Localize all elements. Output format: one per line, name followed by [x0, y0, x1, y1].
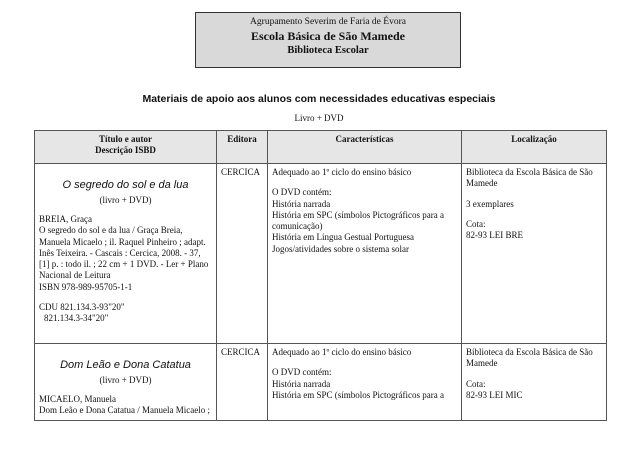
book-author: BREIA, Graça — [39, 214, 92, 224]
table-row — [35, 344, 607, 421]
location-shelf-code: 82-93 LEI BRE — [466, 230, 523, 240]
header-characteristics: Características — [268, 131, 462, 164]
document-subtitle: Materiais de apoio aos alunos com necessidades educativas especiais — [142, 93, 496, 105]
header-title-author-line1: Título e autor — [99, 134, 152, 144]
catalog-table — [34, 130, 607, 421]
book-format: (livro + DVD) — [99, 374, 152, 385]
book-description: Dom Leão e Dona Catatua / Manuela Micaelo ; — [39, 405, 210, 416]
dvd-item: História narrada — [272, 378, 331, 389]
dvd-item: Jogos/atividades sobre o sistema solar — [272, 243, 409, 254]
book-format: (livro + DVD) — [99, 194, 152, 205]
table-row — [35, 164, 607, 344]
library-name: Biblioteca Escolar — [287, 45, 369, 56]
location-cell — [462, 344, 607, 421]
format-label: Livro + DVD — [294, 113, 344, 123]
table-header-row — [35, 131, 607, 164]
book-author: MICAELO, Manuela — [39, 394, 116, 404]
dvd-intro: O DVD contém: — [272, 367, 332, 378]
book-title: O segredo do sol e da lua — [62, 179, 189, 191]
location-shelf-label: Cota: — [466, 378, 486, 389]
publisher-cell: CERCICA — [217, 164, 268, 344]
location-copies: 3 exemplares — [466, 198, 514, 209]
location-cell — [462, 164, 607, 344]
header-publisher: Editora — [217, 131, 268, 164]
book-cdu-secondary: 821.134.3-34"20" — [44, 313, 109, 323]
school-group-name: Agrupamento Severim de Faria de Évora — [250, 17, 406, 27]
school-header-box — [195, 12, 461, 68]
dvd-item: História em SPC (símbolos Pictográficos para a comunicação) — [272, 209, 444, 231]
level-text: Adequado ao 1º ciclo do ensino básico — [272, 347, 412, 357]
book-isbn: ISBN 978-989-95705-1-1 — [39, 281, 133, 292]
dvd-item: História em SPC (símbolos Pictográficos para a — [272, 389, 444, 400]
level-text: Adequado ao 1º ciclo do ensino básico — [272, 167, 412, 177]
header-title-author-line2: Descrição ISBD — [95, 145, 156, 156]
book-cell — [35, 164, 217, 344]
location-library: Biblioteca da Escola Básica de São Mamede — [466, 347, 593, 369]
school-name: Escola Básica de São Mamede — [251, 29, 405, 43]
characteristics-cell — [268, 164, 462, 344]
header-location: Localização — [462, 131, 607, 164]
header-title-author — [35, 131, 217, 164]
book-title: Dom Leão e Dona Catatua — [60, 359, 191, 371]
dvd-intro: O DVD contém: — [272, 187, 332, 198]
characteristics-cell — [268, 344, 462, 421]
book-cdu: CDU 821.134.3-93"20" — [39, 301, 125, 312]
publisher-cell: CERCICA — [217, 344, 268, 421]
dvd-item: História narrada — [272, 198, 331, 209]
location-library: Biblioteca da Escola Básica de São Mamede — [466, 167, 593, 189]
location-shelf-label: Cota: — [466, 218, 486, 229]
location-shelf-code: 82-93 LEI MIC — [466, 389, 523, 400]
book-cell — [35, 344, 217, 421]
book-description: O segredo do sol e da lua / Graça Breia, Manuela Micaelo ; il. Raquel Pinheiro ; adapt. Inês Teixeira. - Cascais : Cercica, 2008. - 37, [1] p. : todo il. ; 22 cm + 1 DVD. - Ler + Plano Nacional de Leitura — [39, 225, 209, 281]
dvd-item: História em Língua Gestual Portuguesa — [272, 232, 414, 243]
